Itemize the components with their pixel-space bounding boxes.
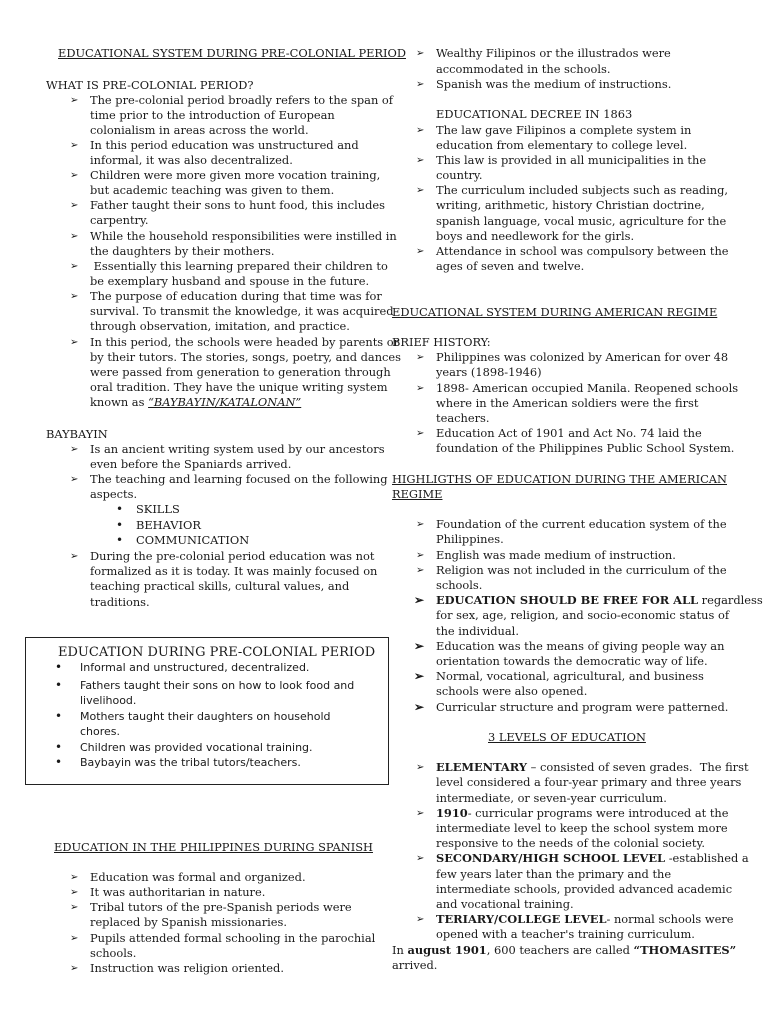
tertiary-label: TERIARY/COLLEGE LEVEL (436, 912, 607, 926)
levels-title: 3 LEVELS OF EDUCATION (488, 730, 646, 744)
list-item: boys and needlework for the girls. (436, 229, 635, 243)
secondary-label: SECONDARY/HIGH SCHOOL LEVEL (436, 851, 666, 865)
list-item: oral tradition. They have the unique writing system (90, 380, 388, 394)
list-item: This law is provided in all municipalities in the (436, 153, 707, 167)
bullet-dot-icon: • (116, 518, 124, 532)
list-item: responsive to the needs of the colonial society. (436, 836, 706, 850)
arrow-bullet-icon: ➢ (70, 963, 79, 974)
list-item: the individual. (436, 624, 519, 638)
summary-item: Fathers taught their sons on how to look food and (80, 679, 355, 692)
arrow-bullet-icon: ➢ (70, 291, 79, 302)
list-item: The curriculum included subjects such as reading, (436, 183, 729, 197)
bullet-dot-icon: • (116, 533, 124, 547)
arrow-bullet-icon: ➢ (416, 48, 425, 59)
arrow-bullet-icon: ➢ (416, 125, 425, 136)
arrow-bullet-icon: ➢ (416, 155, 425, 166)
arrow-bullet-icon: ➢ (416, 246, 425, 257)
list-item: intermediate schools, provided advanced academic (436, 882, 733, 896)
arrow-bullet-icon: ➢ (70, 140, 79, 151)
list-item: The teaching and learning focused on the following (90, 472, 388, 486)
list-item: replaced by Spanish missionaries. (90, 915, 288, 929)
precolonial-title: EDUCATIONAL SYSTEM DURING PRE-COLONIAL PERIOD (58, 46, 406, 60)
list-item: opened with a teacher's training curriculum. (436, 927, 695, 941)
bullet-dot-icon: • (55, 678, 63, 692)
list-item: foundation of the Philippines Public School System. (436, 441, 735, 455)
decree-heading: EDUCATIONAL DECREE IN 1863 (436, 107, 633, 121)
list-item: intermediate level to keep the school system more (436, 821, 728, 835)
list-item: survival. To transmit the knowledge, it was acquired (90, 304, 394, 318)
list-item: Foundation of the current education system of the (436, 517, 727, 531)
list-item: level considered a four-year primary and three years (436, 775, 742, 789)
list-item: by their tutors. The stories, songs, poetry, and dances (90, 350, 401, 364)
list-item: but academic teaching was given to them. (90, 183, 335, 197)
list-item: be exemplary husband and spouse in the future. (90, 274, 370, 288)
arrow-bullet-icon: ➢ (70, 887, 79, 898)
arrow-bullet-icon: ➢ (416, 853, 425, 864)
arrow-bullet-icon: ➢ (70, 95, 79, 106)
list-item: Instruction was religion oriented. (90, 961, 284, 975)
bullet-dot-icon: • (116, 502, 124, 516)
free-rest-text: regardless (698, 593, 763, 607)
list-item: the daughters by their mothers. (90, 244, 275, 258)
final-thomasites: “THOMASITES” (633, 943, 737, 957)
list-item: Spanish was the medium of instructions. (436, 77, 672, 91)
list-item: and vocational training. (436, 897, 574, 911)
tertiary-desc: - normal schools were (606, 912, 734, 926)
baybayin-heading: BAYBAYIN (46, 427, 108, 441)
aspect-item: SKILLS (136, 502, 180, 516)
list-item: It was authoritarian in nature. (90, 885, 266, 899)
list-item (436, 806, 729, 821)
list-item: The purpose of education during that time was for (90, 289, 382, 303)
bullet-dot-icon: • (55, 740, 63, 754)
list-item: Philippines. (436, 532, 504, 546)
bullet-dot-icon: • (55, 709, 63, 723)
list-item (436, 851, 749, 866)
final-sentence (392, 943, 736, 958)
bullet-dot-icon: • (55, 660, 63, 674)
list-item (436, 593, 763, 608)
arrow-bullet-icon: ➢ (416, 352, 425, 363)
summary-item: Children was provided vocational training. (80, 741, 313, 754)
list-item: few years later than the primary and the (436, 867, 672, 881)
bullet-dot-icon: • (55, 755, 63, 769)
list-item: were passed from generation to generation through (90, 365, 391, 379)
arrow-bullet-icon: ➢ (416, 762, 425, 773)
arrow-bullet-icon: ➢ (414, 593, 425, 607)
list-item: Education was the means of giving people way an (436, 639, 725, 653)
list-item: In this period, the schools were headed by parents or (90, 335, 400, 349)
arrow-bullet-icon: ➢ (70, 261, 79, 272)
arrow-bullet-icon: ➢ (70, 231, 79, 242)
list-item: intermediate, or seven-year curriculum. (436, 791, 667, 805)
list-item: Attendance in school was compulsory between the (436, 244, 729, 258)
list-item: writing, arithmetic, history Christian doctrine, (436, 198, 705, 212)
secondary-desc: -established a (665, 851, 749, 865)
year-1910-desc: - curricular programs were introduced at the (467, 806, 729, 820)
final-date: august 1901 (407, 943, 487, 957)
list-item (436, 912, 734, 927)
free-bold-text: EDUCATION SHOULD BE FREE FOR ALL (436, 593, 699, 607)
american-title: EDUCATIONAL SYSTEM DURING AMERICAN REGIME (392, 305, 718, 319)
arrow-bullet-icon: ➢ (70, 444, 79, 455)
summary-item: Informal and unstructured, decentralized. (80, 661, 310, 674)
arrow-bullet-icon: ➢ (70, 200, 79, 211)
list-item: Education was formal and organized. (90, 870, 306, 884)
highlights-title-cont: REGIME (392, 487, 443, 501)
list-item: The law gave Filipinos a complete system in (436, 123, 692, 137)
list-item: time prior to the introduction of European (90, 108, 335, 122)
list-item: Education Act of 1901 and Act No. 74 laid the (436, 426, 702, 440)
list-item: Tribal tutors of the pre-Spanish periods were (90, 900, 352, 914)
baybayin-term: “BAYBAYIN/KATALONAN” (148, 395, 302, 409)
arrow-bullet-icon: ➢ (416, 808, 425, 819)
list-item: Father taught their sons to hunt food, this includes (90, 198, 386, 212)
arrow-bullet-icon: ➢ (416, 383, 425, 394)
arrow-bullet-icon: ➢ (70, 337, 79, 348)
arrow-bullet-icon: ➢ (416, 914, 425, 925)
arrow-bullet-icon: ➢ (70, 902, 79, 913)
elementary-label: ELEMENTARY (436, 760, 528, 774)
arrow-bullet-icon: ➢ (414, 700, 425, 714)
list-item: carpentry. (90, 213, 149, 227)
summary-item: Baybayin was the tribal tutors/teachers. (80, 756, 301, 769)
list-item: schools. (90, 946, 137, 960)
list-item: Children were more given more vocation training, (90, 168, 381, 182)
arrow-bullet-icon: ➢ (414, 669, 425, 683)
list-item: ages of seven and twelve. (436, 259, 585, 273)
arrow-bullet-icon: ➢ (416, 428, 425, 439)
list-item: English was made medium of instruction. (436, 548, 676, 562)
list-item: Essentially this learning prepared their children to (90, 259, 388, 273)
summary-box-title: EDUCATION DURING PRE-COLONIAL PERIOD (58, 645, 376, 660)
list-item: Wealthy Filipinos or the illustrados were (436, 46, 671, 60)
arrow-bullet-icon: ➢ (416, 79, 425, 90)
list-item (90, 395, 301, 410)
arrow-bullet-icon: ➢ (414, 639, 425, 653)
arrow-bullet-icon: ➢ (70, 170, 79, 181)
year-1910-label: 1910 (436, 806, 468, 820)
list-item: teaching practical skills, cultural values, and (90, 579, 350, 593)
aspect-item: BEHAVIOR (136, 518, 201, 532)
list-item: Normal, vocational, agricultural, and business (436, 669, 704, 683)
list-item: Religion was not included in the curriculum of the (436, 563, 727, 577)
list-item: While the household responsibilities were instilled in (90, 229, 397, 243)
list-item: through observation, imitation, and practice. (90, 319, 350, 333)
brief-history-heading: BRIEF HISTORY: (392, 335, 491, 349)
list-item: even before the Spaniards arrived. (90, 457, 292, 471)
list-item: In this period education was unstructured and (90, 138, 359, 152)
highlights-title: HIGHLIGTHS OF EDUCATION DURING THE AMERICAN (392, 472, 727, 486)
arrow-bullet-icon: ➢ (70, 474, 79, 485)
list-item: informal, it was also decentralized. (90, 153, 293, 167)
final-in: In (392, 943, 408, 957)
list-item: Pupils attended formal schooling in the parochial (90, 931, 376, 945)
arrow-bullet-icon: ➢ (70, 551, 79, 562)
list-item: aspects. (90, 487, 138, 501)
arrow-bullet-icon: ➢ (70, 933, 79, 944)
list-item: spanish language, vocal music, agriculture for the (436, 214, 727, 228)
list-item: schools. (436, 578, 483, 592)
known-as-text: known as (90, 395, 149, 409)
summary-item: chores. (80, 725, 121, 738)
summary-box (25, 637, 389, 785)
what-is-heading: WHAT IS PRE-COLONIAL PERIOD? (46, 78, 254, 92)
list-item (436, 760, 749, 775)
arrow-bullet-icon: ➢ (416, 519, 425, 530)
list-item: formalized as it is today. It was mainly focused on (90, 564, 378, 578)
list-item: Philippines was colonized by American for over 48 (436, 350, 729, 364)
list-item: country. (436, 168, 483, 182)
summary-item: livelihood. (80, 694, 137, 707)
list-item: schools were also opened. (436, 684, 588, 698)
list-item: teachers. (436, 411, 490, 425)
list-item: education from elementary to college level. (436, 138, 688, 152)
list-item: The pre-colonial period broadly refers to the span of (90, 93, 394, 107)
list-item: Curricular structure and program were patterned. (436, 700, 729, 714)
list-item: Is an ancient writing system used by our ancestors (90, 442, 385, 456)
arrow-bullet-icon: ➢ (416, 185, 425, 196)
list-item: During the pre-colonial period education was not (90, 549, 375, 563)
elementary-desc: – consisted of seven grades. The first (527, 760, 749, 774)
final-sentence-end: arrived. (392, 958, 438, 972)
list-item: where in the American soldiers were the first (436, 396, 699, 410)
spanish-title: EDUCATION IN THE PHILIPPINES DURING SPANISH (54, 840, 373, 854)
summary-item: Mothers taught their daughters on household (80, 710, 331, 723)
list-item: years (1898-1946) (436, 365, 542, 379)
list-item: colonialism in areas across the world. (90, 123, 309, 137)
list-item: traditions. (90, 595, 150, 609)
arrow-bullet-icon: ➢ (416, 565, 425, 576)
list-item: 1898- American occupied Manila. Reopened schools (436, 381, 739, 395)
list-item: accommodated in the schools. (436, 62, 611, 76)
final-mid: , 600 teachers are called (486, 943, 634, 957)
arrow-bullet-icon: ➢ (416, 550, 425, 561)
arrow-bullet-icon: ➢ (70, 872, 79, 883)
list-item: orientation towards the democratic way of life. (436, 654, 708, 668)
aspect-item: COMMUNICATION (136, 533, 250, 547)
list-item: for sex, age, religion, and socio-economic status of (436, 608, 730, 622)
